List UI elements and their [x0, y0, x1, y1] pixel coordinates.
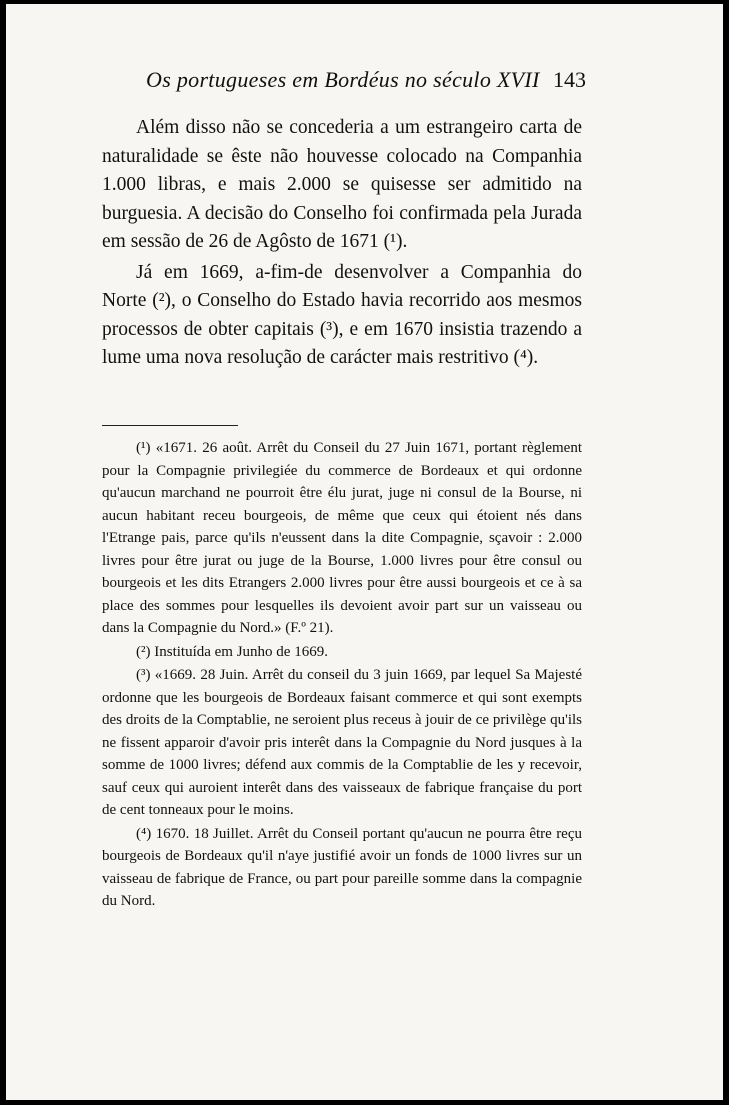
page-header: [146, 67, 586, 97]
body-paragraph: Além disso não se concederia a um estrangeiro carta de naturalidade se êste não houvesse colocado na Companhia 1.000 libras, e mais 2.000 se quisesse ser admitido na burguesia. A decisão do Conselho foi confirmada pela Jurada em sessão de 26 de Agôsto de 1671 (¹).: [102, 117, 582, 252]
running-title: Os portugueses em Bordéus no século XVII: [146, 67, 540, 92]
footnote-1: (¹) «1671. 26 août. Arrêt du Conseil du 27 Juin 1671, portant règlement pour la Compagnie privilegiée du commerce de Bordeaux et qui ordonne qu'aucun marchand ne pourroit être élu jurat, juge ni consul de la Bourse, ni aucun habitant receu bourgeois, de même que ceux qui étoient nés dans l'Etrange pais, parce qu'ils n'eussent dans la dite Compagnie, sçavoir : 2.000 livres pour être jurat ou juge de la Bourse, 1.000 livres pour être consul ou bourgeois et les dits Etrangers 2.000 livres pour être aussi bourgeois et ce à sa place des sommes pour lesquelles ils devoient avoir part sur un vaisseau ou dans la Compagnie du Nord.» (F.º 21).: [102, 440, 582, 636]
footnote-divider: [102, 425, 238, 426]
footnote-4: (⁴) 1670. 18 Juillet. Arrêt du Conseil portant qu'aucun ne pourra être reçu bourgeois de Bordeaux qu'il n'aye justifié avoir un fonds de 1000 livres sur un vaisseau de fabrique de France, ou part pour pareille somme dans la compagnie du Nord.: [102, 825, 582, 909]
body-paragraph: Já em 1669, a-fim-de desenvolver a Companhia do Norte (²), o Conselho do Estado havia recorrido aos mesmos processos de obter capitais (³), e em 1670 insistia trazendo a lume uma nova resolução de carácter mais restritivo (⁴).: [102, 261, 582, 368]
book-page: [6, 4, 723, 1100]
footnote-2: (²) Instituída em Junho de 1669.: [136, 643, 328, 660]
footnote-3: (³) «1669. 28 Juin. Arrêt du conseil du 3 juin 1669, par lequel Sa Majesté ordonne que les bourgeois de Bordeaux faisant commerce et qui sont exempts des droits de la Comptablie, ne seroient plus receus à jouir de ce privilège qu'ils ne fissent apparoir d'avoir pris interêt dans la Compagnie du Nord jusques à la somme de 1000 livres; défend aux commis de la Comptablie de les y recevoir, sauf ceux qui auroient interêt dans des vaisseaux de fabrique française du port de cent tonneaux pour le moins.: [102, 667, 582, 818]
page-number: 143: [553, 67, 586, 92]
footnotes: [102, 437, 582, 913]
body-text: [102, 114, 582, 373]
